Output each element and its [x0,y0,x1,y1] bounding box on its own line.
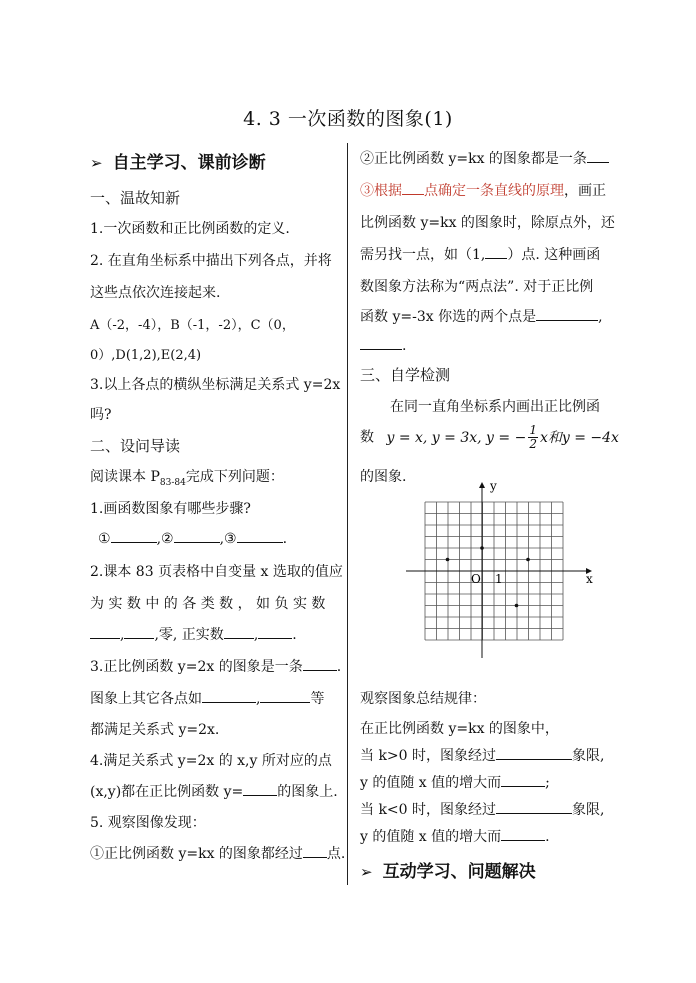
blank[interactable] [501,826,545,841]
task-line1: 在同一直角坐标系内画出正比例函 [390,399,600,415]
tick-label-1: 1 [495,572,503,586]
arrow-icon: ➢ [360,863,373,881]
task-line3: 的图象. [360,469,407,485]
blank[interactable] [303,656,337,671]
blank[interactable] [258,624,292,639]
x-axis-label: x [586,572,593,586]
observe-summary: 观察图象总结规律： [360,691,486,707]
function-formula: y = x, y = 3x, y = − $\frac{1}{2}$ x和y = −4x [386,423,619,451]
rule-line1: 在正比例函数 y=kx 的图象中， [360,721,559,737]
question-3-line1: 3.以上各点的横纵坐标满足关系式 y=2x [90,377,341,393]
column-divider [347,143,348,885]
page-title: 4. 3 一次函数的图象(1) [243,108,453,130]
two-point-line5: 函数 y=-3x 你选的两个点是 , [360,306,603,326]
subheading-self-check: 三、自学检测 [360,366,451,384]
question-2-line3: A（-2，-4），B（-1，-2），C（0， [90,318,295,333]
blank[interactable] [243,781,277,796]
y-axis-arrow-icon [479,482,485,488]
blank[interactable] [485,244,507,259]
two-point-line6: . [360,335,406,354]
section-heading-self-study: ➢ 自主学习、课前诊断 [90,153,266,173]
blank[interactable] [90,624,120,639]
blank[interactable] [496,799,572,814]
two-point-line4: 数图象方法称为“两点法”. 对于正比例 [360,279,594,295]
two-point-line2: 比例函数 y=kx 的图象时，除原点外，还 [360,215,615,231]
guide-question-5: 5. 观察图像发现： [90,815,206,831]
blank[interactable] [402,180,424,195]
two-point-line1: ③根据 点确定一条直线的原理，画正 [360,180,606,200]
question-2-line2: 这些点依次连接起来. [90,285,221,301]
rule-line4: 当 k<0 时，图象经过 象限, [360,799,604,819]
guide-question-3-line3: 都满足关系式 y=2x. [90,722,220,738]
guide-question-2-line3: , ,零, 正实数 , . [90,624,297,644]
guide-question-3-line1: 3.正比例函数 y=2x 的图象是一条 . [90,656,341,676]
rule-line3: y 的值随 x 值的增大而 ; [360,772,550,792]
plotted-point [446,558,450,562]
task-line2: 数 y = x, y = 3x, y = − $\frac{1}{2}$ x和y = −4x [360,423,619,451]
blank[interactable] [536,306,598,321]
guide-question-4-line2: (x,y)都在正比例函数 y= 的图象上. [90,781,338,801]
question-1: 1.一次函数和正比例函数的定义. [90,221,290,237]
question-2-line1: 2. 在直角坐标系中描出下列各点，并将 [90,253,332,269]
rule-line5: y 的值随 x 值的增大而 . [360,826,550,846]
coordinate-grid [402,480,602,660]
guide-question-4-line1: 4.满足关系式 y=2x 的 x,y 所对应的点 [90,753,332,769]
blank[interactable] [360,335,402,350]
blank[interactable] [303,843,327,858]
guide-question-3-line2: 图象上其它各点如 , 等 [90,688,324,708]
blank[interactable] [237,528,283,543]
guide-question-2-line1: 2.课本 83 页表格中自变量 x 选取的值应 [90,564,343,580]
observation-1: ①正比例函数 y=kx 的图象都经过 点. [90,843,345,863]
reading-instruction: 阅读课本 $P_{83-84}$完成下列问题： [90,469,284,488]
blank[interactable] [224,624,254,639]
subheading-guided: 二、设问导读 [90,437,181,455]
rule-line2: 当 k>0 时，图象经过 象限, [360,745,604,765]
blank[interactable] [202,688,256,703]
fraction: $\frac{1}{2}$ [529,423,537,451]
origin-label: O [471,572,481,586]
steps-blanks: ① ,② ,③ . [98,528,287,547]
blank[interactable] [124,624,154,639]
blank[interactable] [260,688,310,703]
blank[interactable] [587,148,609,163]
plotted-point [480,546,484,550]
plotted-point [515,604,519,608]
guide-question-2-line2: 为 实 数 中 的 各 类 数 ， 如 负 实 数 [90,596,326,612]
blank[interactable] [111,528,157,543]
plotted-point [526,558,530,562]
guide-question-1: 1.画函数图象有哪些步骤? [90,501,251,517]
question-2-line4: 0）,D(1,2),E(2,4) [90,348,202,363]
two-point-line3: 需另找一点，如（1, ）点. 这种画函 [360,244,600,264]
section-heading-interactive: ➢ 互动学习、问题解决 [360,862,536,882]
subheading-review: 一、温故知新 [90,189,181,207]
blank[interactable] [174,528,220,543]
blank[interactable] [501,772,545,787]
arrow-icon: ➢ [90,154,103,172]
observation-2: ②正比例函数 y=kx 的图象都是一条 [360,148,609,168]
y-axis-label: y [490,479,497,493]
blank[interactable] [496,745,572,760]
question-3-line2: 吗? [90,407,112,423]
